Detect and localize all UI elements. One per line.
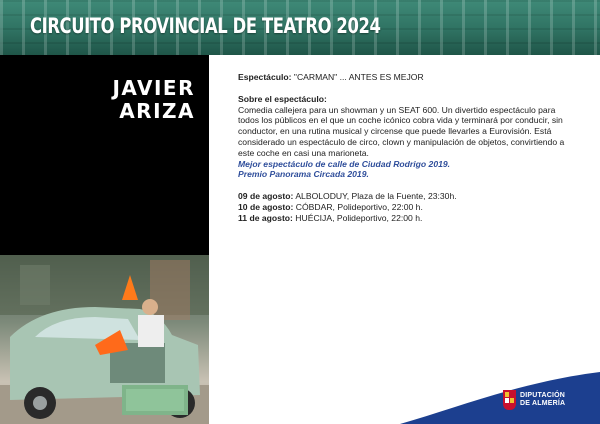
date-row-2 [238,202,578,213]
show-photo [0,255,209,424]
logo-text [520,392,565,408]
date-place: ALBOLODUY, Plaza de la Fuente, 23:30h. [293,191,457,202]
date-label: 10 de agosto: [238,201,294,212]
date-label: 09 de agosto: [238,191,294,202]
award-1: Mejor espectáculo de calle de Ciudad Rodrigo 2019. [238,158,451,169]
date-row-1 [238,191,578,202]
artist-last-name: ARIZA [119,99,195,123]
award-2: Premio Panorama Circada 2019. [238,169,369,180]
show-line [238,72,578,83]
logo-line-1: DIPUTACIÓN [520,392,566,399]
artist-name [112,77,195,123]
artist-first-name: JAVIER [112,76,195,100]
seat-600-car-illustration [0,255,209,424]
show-info [238,72,578,224]
about-heading: Sobre el espectáculo: [238,93,327,104]
page-title: CIRCUITO PROVINCIAL DE TEATRO 2024 [30,14,381,38]
date-place: CÓBDAR, Polideportivo, 22:00 h. [293,201,423,212]
diputacion-logo [503,390,565,410]
header-banner [0,0,600,55]
artist-panel [0,55,209,424]
about-description: Comedia callejera para un showman y un SEAT 600. Un divertido espectáculo para todos los públicos en el que un coche icónico cobra vida y terminará por conducir, sin conductor, en una rutina musical y circense que puede llevarles a Eurovisión. Está considerado un espectáculo de circo, clown y manipulación de objetos, convirtiendo a este coche en casi una marioneta. [238,104,565,158]
show-value: "CARMAN" ... ANTES ES MEJOR [291,72,424,82]
date-label: 11 de agosto: [238,212,293,223]
coat-of-arms-icon [503,390,516,410]
footer-wave [400,372,600,424]
date-row-3 [238,213,578,224]
show-label: Espectáculo: [238,72,292,82]
logo-line-2: DE ALMERÍA [520,400,566,407]
date-place: HUÉCIJA, Polideportivo, 22:00 h. [292,212,423,223]
